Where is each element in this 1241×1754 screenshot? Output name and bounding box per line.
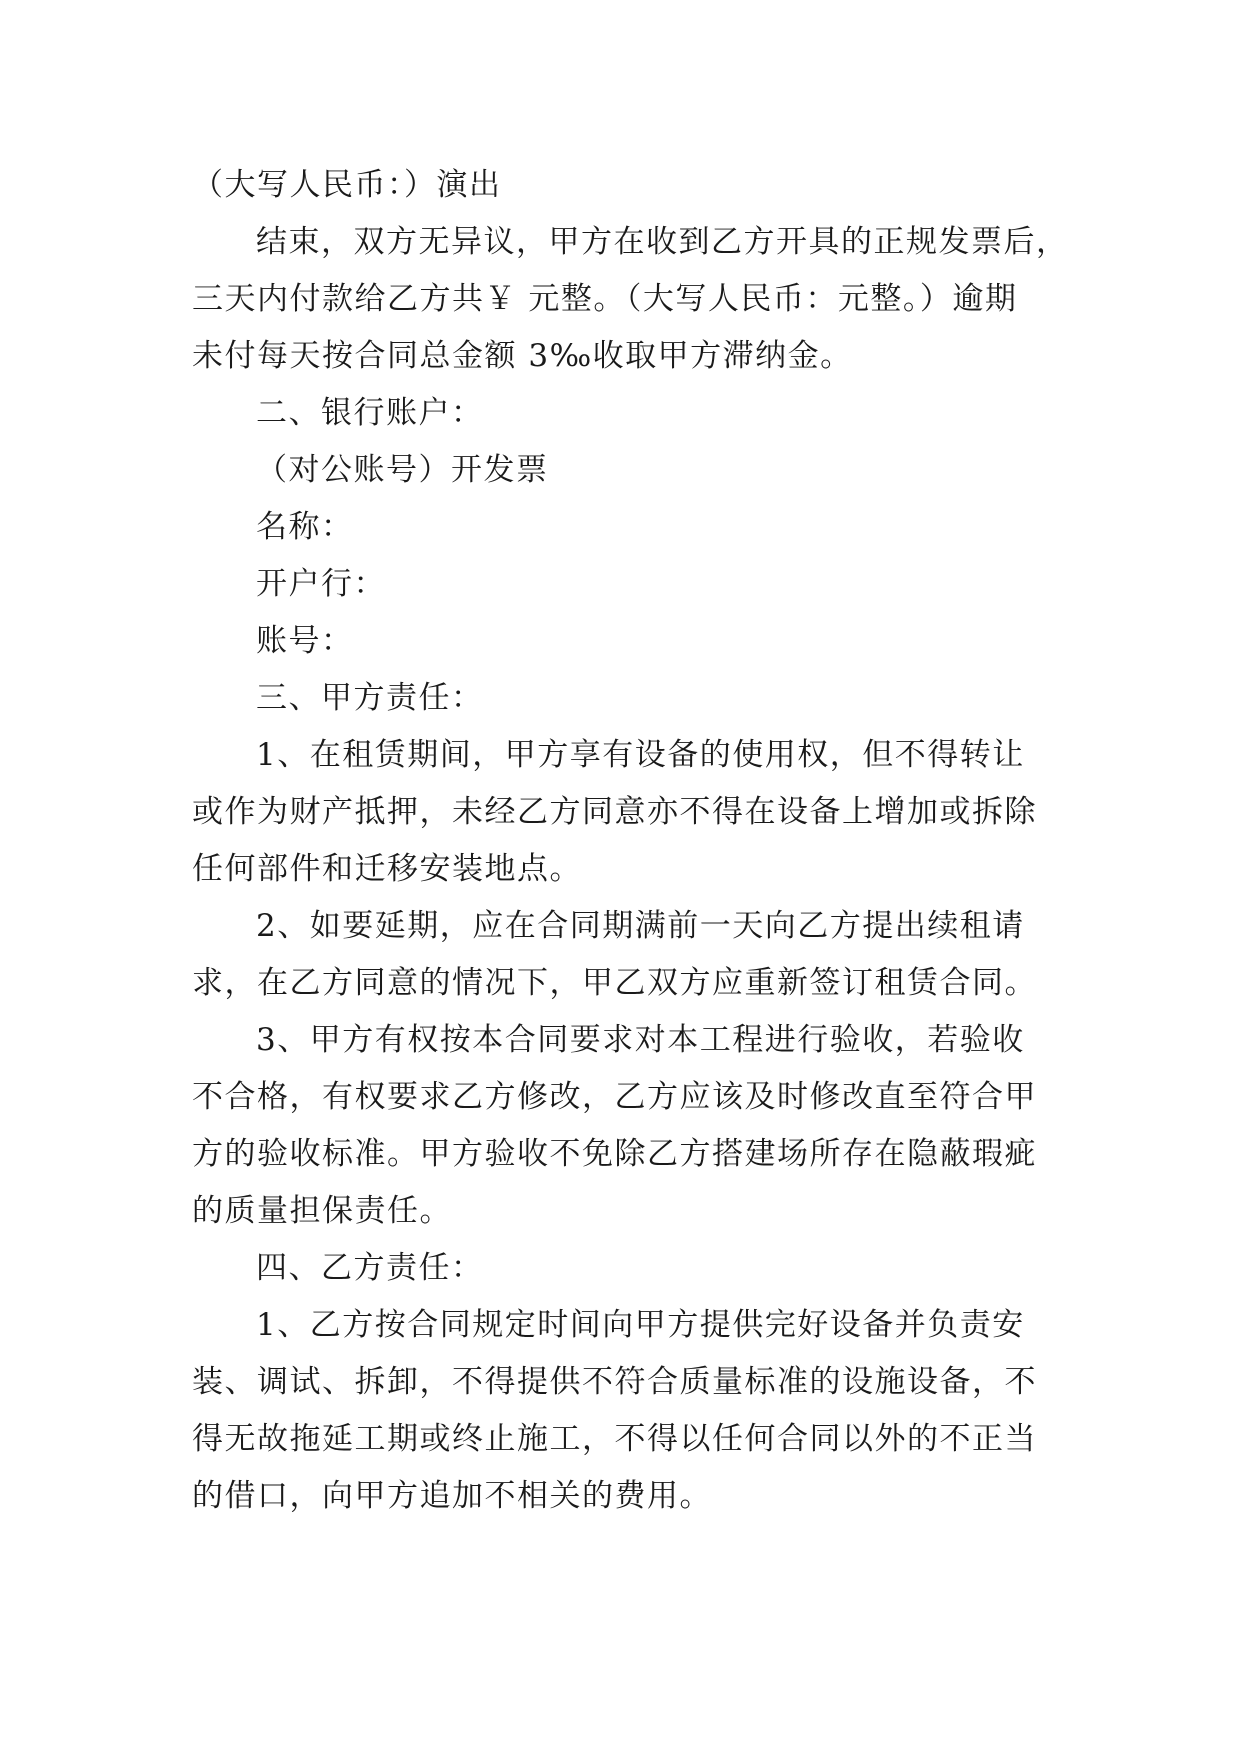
text-line: 三天内付款给乙方共￥ 元整。（大写人民币：元整。）逾期 <box>192 281 1018 317</box>
section-heading: 四、乙方责任： <box>256 1250 484 1286</box>
text-line: 结束，双方无异议，甲方在收到乙方开具的正规发票后， <box>256 224 1069 260</box>
text-line: 的借口，向甲方追加不相关的费用。 <box>192 1478 712 1514</box>
text-line: 1、乙方按合同规定时间向甲方提供完好设备并负责安 <box>256 1307 1025 1343</box>
text-line: 2、如要延期，应在合同期满前一天向乙方提出续租请 <box>256 908 1025 944</box>
text-line: 求，在乙方同意的情况下，甲乙双方应重新签订租赁合同。 <box>192 965 1037 1001</box>
text-line: 名称： <box>256 509 354 545</box>
text-line: 不合格，有权要求乙方修改，乙方应该及时修改直至符合甲 <box>192 1079 1037 1115</box>
text-line: 1、在租赁期间，甲方享有设备的使用权，但不得转让 <box>256 737 1025 773</box>
text-line: （对公账号）开发票 <box>256 452 549 488</box>
text-line: 未付每天按合同总金额 3‰收取甲方滞纳金。 <box>192 338 853 374</box>
text-line: 的质量担保责任。 <box>192 1193 452 1229</box>
text-line: 或作为财产抵押，未经乙方同意亦不得在设备上增加或拆除 <box>192 794 1037 830</box>
text-line: 任何部件和迁移安装地点。 <box>192 851 582 887</box>
section-heading: 三、甲方责任： <box>256 680 484 716</box>
text-line: 3、甲方有权按本合同要求对本工程进行验收，若验收 <box>256 1022 1025 1058</box>
text-line: 开户行： <box>256 566 386 602</box>
text-line: 账号： <box>256 623 354 659</box>
text-line: （大写人民币：）演出 <box>192 167 502 203</box>
text-line: 方的验收标准。甲方验收不免除乙方搭建场所存在隐蔽瑕疵 <box>192 1136 1037 1172</box>
text-line: 得无故拖延工期或终止施工，不得以任何合同以外的不正当 <box>192 1421 1037 1457</box>
text-line: 装、调试、拆卸，不得提供不符合质量标准的设施设备，不 <box>192 1364 1037 1400</box>
section-heading: 二、银行账户： <box>256 395 484 431</box>
